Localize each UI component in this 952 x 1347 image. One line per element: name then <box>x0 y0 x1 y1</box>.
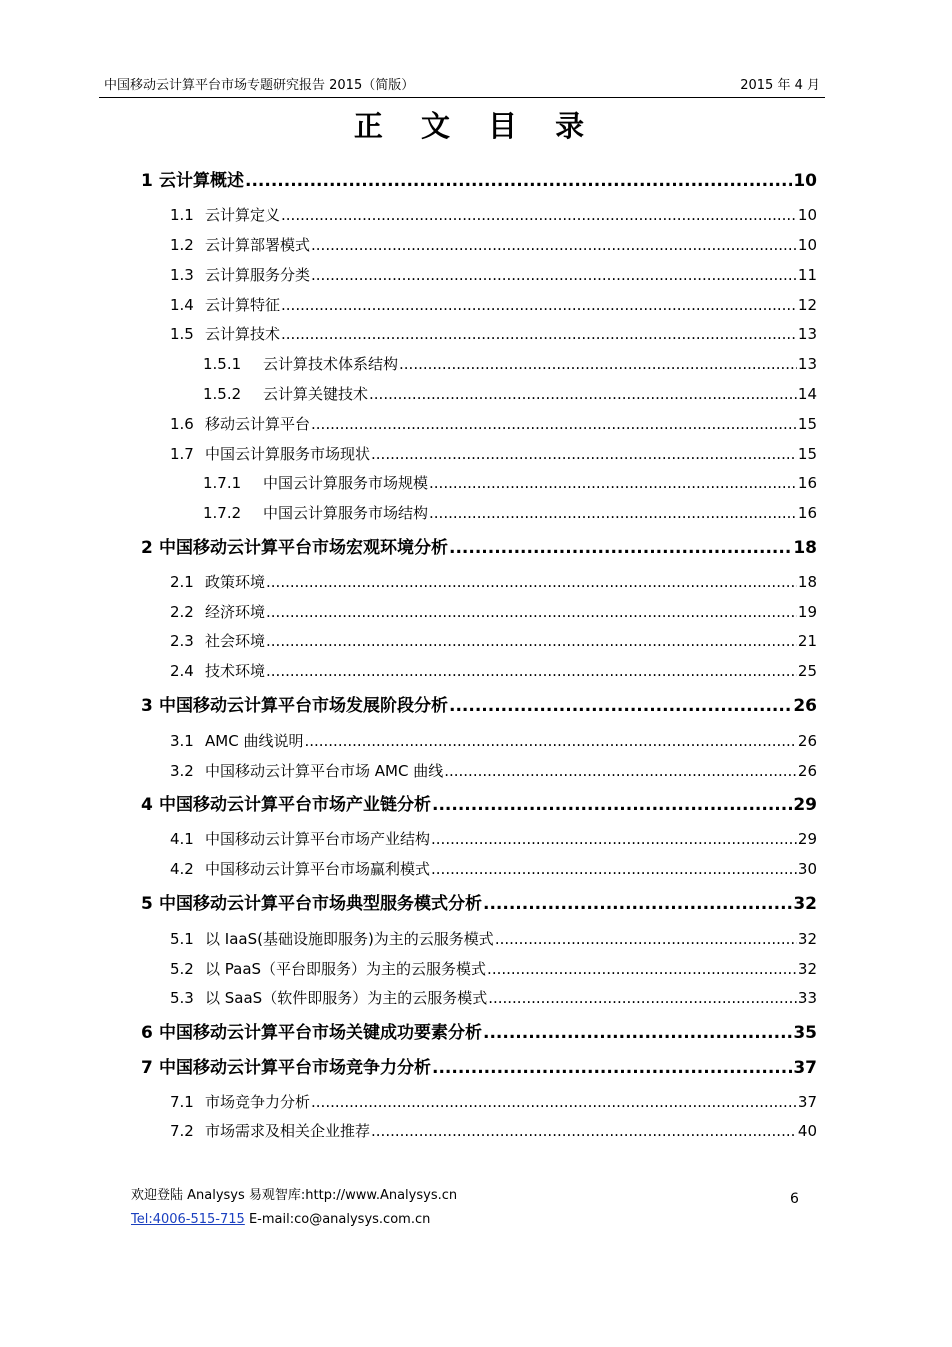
toc-entry[interactable] <box>203 502 817 524</box>
toc-entry[interactable] <box>170 323 817 345</box>
toc-entry-page: 10 <box>793 171 817 191</box>
toc-entry-label: 中国云计算服务市场现状 <box>205 445 371 463</box>
toc-entry[interactable] <box>170 760 817 782</box>
toc-entry-label: 云计算定义 <box>205 206 281 224</box>
toc-dot-leader <box>488 987 797 1009</box>
toc-entry-number: 4 <box>141 795 153 815</box>
toc-entry[interactable] <box>170 204 817 226</box>
toc-entry-label: 市场竞争力分析 <box>205 1093 311 1111</box>
toc-entry-label: 中国移动云计算平台市场赢利模式 <box>205 860 431 878</box>
toc-dot-leader <box>487 958 797 980</box>
toc-entry[interactable] <box>170 413 817 435</box>
toc-entry-label: 中国云计算服务市场结构 <box>263 504 429 522</box>
toc-entry-page: 29 <box>793 795 817 815</box>
toc-dot-leader <box>311 1091 797 1113</box>
toc-dot-leader <box>399 353 797 375</box>
toc-entry-label: 技术环境 <box>205 662 266 680</box>
toc-dot-leader <box>281 204 797 226</box>
toc-entry-page: 11 <box>797 266 817 284</box>
toc-entry-number: 2.2 <box>170 603 194 621</box>
toc-entry[interactable] <box>170 443 817 465</box>
toc-entry-number: 1.7 <box>170 445 194 463</box>
toc-entry[interactable] <box>170 1120 817 1142</box>
toc-entry-number: 6 <box>141 1023 153 1043</box>
toc-entry-page: 18 <box>793 538 817 558</box>
toc-entry-number: 1.5.2 <box>203 385 242 403</box>
toc-entry[interactable] <box>170 630 817 652</box>
toc-entry[interactable] <box>170 928 817 950</box>
page-title: 正 文 目 录 <box>353 109 599 143</box>
toc-entry-page: 25 <box>797 662 817 680</box>
toc-entry-number: 3.1 <box>170 732 194 750</box>
toc-entry-page: 30 <box>797 860 817 878</box>
toc-entry-number: 1.4 <box>170 296 194 314</box>
toc-entry-page: 26 <box>793 696 817 716</box>
toc-entry-label: 云计算技术 <box>205 325 281 343</box>
footer-tel-link[interactable]: Tel:4006-515-715 <box>131 1212 245 1227</box>
toc-entry[interactable] <box>141 1021 817 1045</box>
toc-entry[interactable] <box>170 858 817 880</box>
toc-dot-leader <box>266 601 797 623</box>
toc-entry-page: 18 <box>797 573 817 591</box>
toc-dot-leader <box>281 323 797 345</box>
toc-dot-leader <box>371 1120 797 1142</box>
toc-entry-label: 以 SaaS（软件即服务）为主的云服务模式 <box>205 989 488 1007</box>
toc-entry-number: 1.6 <box>170 415 194 433</box>
toc-entry-label: 移动云计算平台 <box>205 415 311 433</box>
toc-entry-page: 16 <box>797 474 817 492</box>
toc-entry[interactable] <box>170 294 817 316</box>
toc-dot-leader <box>432 793 792 817</box>
toc-entry-page: 33 <box>797 989 817 1007</box>
toc-entry-number: 1.7.1 <box>203 474 242 492</box>
toc-dot-leader <box>245 169 792 193</box>
toc-dot-leader <box>311 413 797 435</box>
toc-entry-label: 经济环境 <box>205 603 266 621</box>
toc-entry-number: 1 <box>141 171 153 191</box>
toc-entry-label: 中国移动云计算平台市场 AMC 曲线 <box>205 762 444 780</box>
toc-entry-page: 19 <box>797 603 817 621</box>
toc-entry-label: 市场需求及相关企业推荐 <box>205 1122 371 1140</box>
toc-entry[interactable] <box>170 730 817 752</box>
toc-entry-page: 35 <box>793 1023 817 1043</box>
toc-entry[interactable] <box>203 353 817 375</box>
toc-entry-page: 40 <box>797 1122 817 1140</box>
footer-website-line: 欢迎登陆 Analysys 易观智库:http://www.Analysys.cn <box>131 1188 458 1203</box>
toc-dot-leader <box>444 760 797 782</box>
toc-dot-leader <box>311 264 797 286</box>
toc-dot-leader <box>311 234 797 256</box>
toc-entry-label: 社会环境 <box>205 632 266 650</box>
toc-entry-label: 以 PaaS（平台即服务）为主的云服务模式 <box>205 960 487 978</box>
toc-entry[interactable] <box>141 694 817 718</box>
toc-entry-page: 29 <box>797 830 817 848</box>
toc-entry-number: 5.2 <box>170 960 194 978</box>
toc-entry-label: 中国移动云计算平台市场竞争力分析 <box>159 1058 431 1078</box>
toc-entry[interactable] <box>170 1091 817 1113</box>
toc-entry-label: 中国移动云计算平台市场关键成功要素分析 <box>159 1023 482 1043</box>
toc-entry-number: 5.1 <box>170 930 194 948</box>
toc-entry[interactable] <box>141 793 817 817</box>
toc-entry-label: AMC 曲线说明 <box>205 732 304 750</box>
toc-entry-number: 1.2 <box>170 236 194 254</box>
toc-entry[interactable] <box>170 234 817 256</box>
toc-dot-leader <box>483 1021 792 1045</box>
toc-entry-number: 2.3 <box>170 632 194 650</box>
toc-entry-number: 4.1 <box>170 830 194 848</box>
toc-entry-label: 政策环境 <box>205 573 266 591</box>
toc-entry[interactable] <box>170 987 817 1009</box>
toc-entry[interactable] <box>141 536 817 560</box>
toc-entry-label: 以 IaaS(基础设施即服务)为主的云服务模式 <box>205 930 494 948</box>
toc-entry-label: 中国移动云计算平台市场产业链分析 <box>159 795 431 815</box>
footer-email: E-mail:co@analysys.com.cn <box>244 1212 431 1227</box>
toc-entry-page: 12 <box>797 296 817 314</box>
toc-entry-number: 1.1 <box>170 206 194 224</box>
toc-dot-leader <box>431 828 797 850</box>
toc-entry-number: 2 <box>141 538 153 558</box>
toc-entry[interactable] <box>170 958 817 980</box>
toc-entry-label: 中国移动云计算平台市场发展阶段分析 <box>159 696 448 716</box>
toc-entry-label: 云计算技术体系结构 <box>263 355 399 373</box>
toc-dot-leader <box>371 443 797 465</box>
toc-entry-number: 1.5.1 <box>203 355 242 373</box>
toc-entry-number: 7 <box>141 1058 153 1078</box>
toc-entry[interactable] <box>170 601 817 623</box>
toc-entry-page: 37 <box>793 1058 817 1078</box>
toc-entry-number: 2.4 <box>170 662 194 680</box>
toc-dot-leader <box>495 928 797 950</box>
toc-entry-page: 13 <box>797 355 817 373</box>
toc-entry-page: 16 <box>797 504 817 522</box>
toc-entry-number: 1.5 <box>170 325 194 343</box>
toc-entry-page: 21 <box>797 632 817 650</box>
toc-dot-leader <box>266 571 797 593</box>
toc-dot-leader <box>266 630 797 652</box>
toc-dot-leader <box>369 383 797 405</box>
toc-entry-page: 32 <box>793 894 817 914</box>
page-number: 6 <box>790 1191 799 1207</box>
footer-contact-line <box>131 1212 430 1227</box>
header-date: 2015 年 4 月 <box>740 78 820 93</box>
toc-entry-page: 10 <box>797 206 817 224</box>
toc-entry[interactable] <box>170 571 817 593</box>
toc-entry-number: 5.3 <box>170 989 194 1007</box>
toc-entry-page: 32 <box>797 960 817 978</box>
toc-dot-leader <box>266 660 797 682</box>
toc-dot-leader <box>431 858 797 880</box>
toc-entry[interactable] <box>170 828 817 850</box>
toc-entry[interactable] <box>141 892 817 916</box>
toc-entry-label: 云计算服务分类 <box>205 266 311 284</box>
toc-entry-label: 中国移动云计算平台市场产业结构 <box>205 830 431 848</box>
toc-dot-leader <box>429 472 797 494</box>
toc-entry-label: 中国移动云计算平台市场宏观环境分析 <box>159 538 448 558</box>
toc-entry[interactable] <box>203 472 817 494</box>
toc-entry-page: 15 <box>797 445 817 463</box>
toc-entry-label: 云计算关键技术 <box>263 385 369 403</box>
toc-entry-label: 云计算部署模式 <box>205 236 311 254</box>
toc-entry-page: 13 <box>797 325 817 343</box>
toc-entry-number: 4.2 <box>170 860 194 878</box>
toc-entry[interactable] <box>170 264 817 286</box>
toc-entry-page: 14 <box>797 385 817 403</box>
toc-entry-label: 云计算特征 <box>205 296 281 314</box>
toc-entry-number: 5 <box>141 894 153 914</box>
toc-entry-number: 7.2 <box>170 1122 194 1140</box>
toc-entry-page: 37 <box>797 1093 817 1111</box>
toc-entry-page: 26 <box>797 762 817 780</box>
toc-entry[interactable] <box>141 1056 817 1080</box>
header-report-title: 中国移动云计算平台市场专题研究报告 2015（简版） <box>104 78 415 93</box>
toc-entry-number: 7.1 <box>170 1093 194 1111</box>
toc-entry-label: 云计算概述 <box>159 171 244 191</box>
toc-entry-number: 3 <box>141 696 153 716</box>
toc-dot-leader <box>449 536 792 560</box>
toc-dot-leader <box>483 892 792 916</box>
toc-dot-leader <box>304 730 796 752</box>
toc-entry-number: 3.2 <box>170 762 194 780</box>
toc-entry[interactable] <box>203 383 817 405</box>
toc-dot-leader <box>281 294 797 316</box>
toc-entry-number: 1.7.2 <box>203 504 242 522</box>
toc-entry-number: 2.1 <box>170 573 194 591</box>
toc-entry-label: 中国移动云计算平台市场典型服务模式分析 <box>159 894 482 914</box>
toc-entry-page: 26 <box>797 732 817 750</box>
toc-entry-page: 32 <box>797 930 817 948</box>
toc-dot-leader <box>449 694 792 718</box>
toc-entry[interactable] <box>141 169 817 193</box>
toc-entry[interactable] <box>170 660 817 682</box>
toc-entry-label: 中国云计算服务市场规模 <box>263 474 429 492</box>
toc-entry-number: 1.3 <box>170 266 194 284</box>
toc-entry-page: 10 <box>797 236 817 254</box>
toc-dot-leader <box>432 1056 792 1080</box>
toc-dot-leader <box>429 502 797 524</box>
toc-entry-page: 15 <box>797 415 817 433</box>
